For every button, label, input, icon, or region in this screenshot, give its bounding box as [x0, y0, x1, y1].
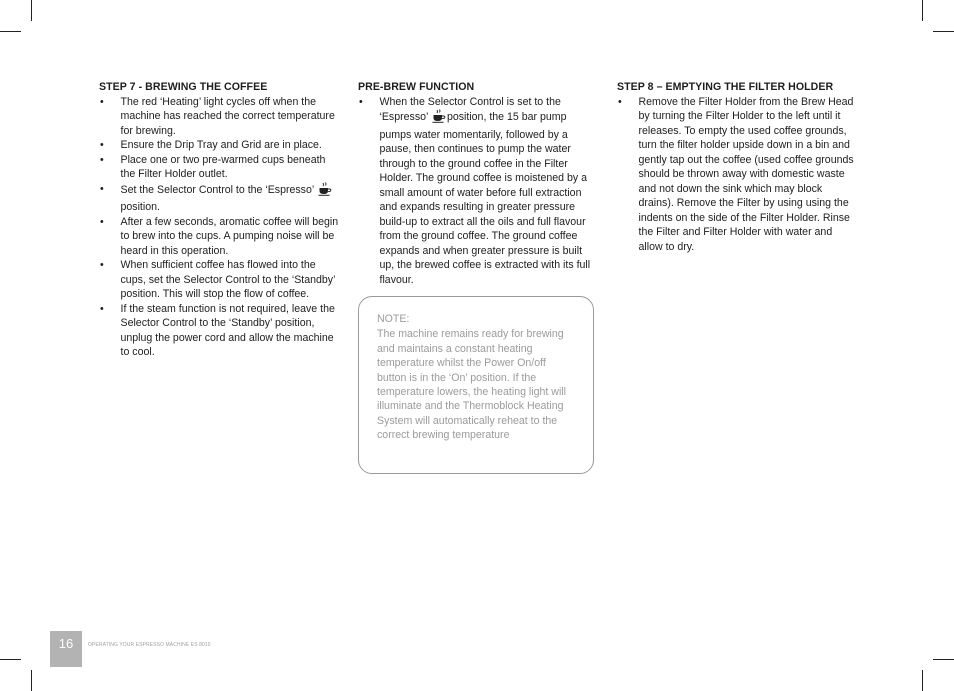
note-text: The machine remains ready for brewing and maintains a constant heating temperature whilst the Power On/off button is in the ‘On’ position. If the temperature lowers, the heating light will illuminate and the Thermoblock Heating System will automatically reheat to the correct brewing temperature [377, 328, 567, 442]
list-item-text: After a few seconds, aromatic coffee will begin to brew into the cups. A pumping noise will be heard in this operation. [120, 215, 339, 257]
list-item [99, 95, 339, 139]
bullet: • [618, 95, 622, 108]
list-item-text: Ensure the Drip Tray and Grid are in place. [120, 139, 322, 151]
bullet: • [100, 95, 104, 108]
note-label: NOTE: [377, 313, 410, 325]
list-item [358, 95, 598, 288]
list-item [99, 182, 339, 215]
section-heading: PRE-BREW FUNCTION [358, 81, 475, 93]
crop-mark [933, 659, 954, 660]
bullet: • [100, 153, 104, 166]
crop-mark [922, 0, 923, 21]
prebrew-section [358, 80, 598, 287]
bullet: • [100, 182, 104, 195]
list-item-text: When the Selector Control is set to the ‘Espresso’ [379, 95, 561, 123]
note-box [358, 296, 594, 474]
list-item [99, 215, 339, 259]
espresso-cup-icon [432, 109, 446, 128]
crop-mark [922, 670, 923, 691]
bullet-list [617, 95, 859, 255]
bullet: • [359, 95, 363, 108]
bullet-list [358, 95, 598, 288]
crop-mark [933, 31, 954, 32]
list-item [99, 138, 339, 153]
crop-mark [31, 0, 32, 21]
list-item [99, 153, 339, 182]
crop-mark [0, 659, 21, 660]
section-heading: STEP 8 – EMPTYING THE FILTER HOLDER [617, 81, 834, 93]
brewing-section [99, 80, 339, 360]
crop-mark [0, 31, 21, 32]
espresso-cup-icon [318, 182, 332, 201]
bullet-list [99, 95, 339, 360]
list-item-text: If the steam function is not required, leave the Selector Control to the ‘Standby’ position, unplug the power cord and allow the machine to cool. [120, 302, 335, 358]
list-item-text: When sufficient coffee has flowed into the cups, set the Selector Control to the ‘Standby’ position. This will stop the flow of coffee. [120, 259, 336, 300]
emptying-section [617, 80, 859, 254]
section-heading: STEP 7 - BREWING THE COFFEE [99, 81, 268, 93]
crop-mark [31, 670, 32, 691]
list-item-text: Set the Selector Control to the ‘Espresso’ [120, 183, 314, 196]
list-item-text: Remove the Filter Holder from the Brew Head by turning the Filter Holder to the left until it releases. To empty the used coffee grounds, turn the filter holder upside down in a bin and gently tap out the coffee (used coffee grounds should be thrown away with domestic waste and not down the sink which may block drains). Remove the Filter by using using the indents on the side of the Filter Holder. Rinse the Filter and Filter Holder with water and allow to dry. [638, 95, 854, 253]
footer-title: OPERATING YOUR ESPRESSO MACHINE ES 8010 [88, 642, 211, 648]
list-item-text: position, the 15 bar pump pumps water momentarily, followed by a pause, then continues to pump the water through to the ground coffee in the Filter Holder. The ground coffee is moistened by a small amount of water before full extraction and expands resulting in greater pressure build-up to extract all the oils and full flavour from the ground coffee. The ground coffee expands and when greater pressure is built up, the brewed coffee is extracted with its full flavour. [379, 111, 591, 286]
page-number: 16 [50, 631, 82, 667]
bullet: • [100, 259, 104, 271]
list-item [617, 95, 859, 255]
bullet: • [100, 215, 104, 228]
list-item-text: position. [120, 201, 160, 213]
list-item-text: Place one or two pre-warmed cups beneath the Filter Holder outlet. [120, 153, 326, 180]
list-item [99, 258, 339, 302]
list-item [99, 302, 339, 360]
bullet: • [100, 302, 104, 315]
list-item-text: The red ‘Heating’ light cycles off when the machine has reached the correct temperature for brewing. [120, 95, 335, 137]
bullet: • [100, 139, 104, 151]
